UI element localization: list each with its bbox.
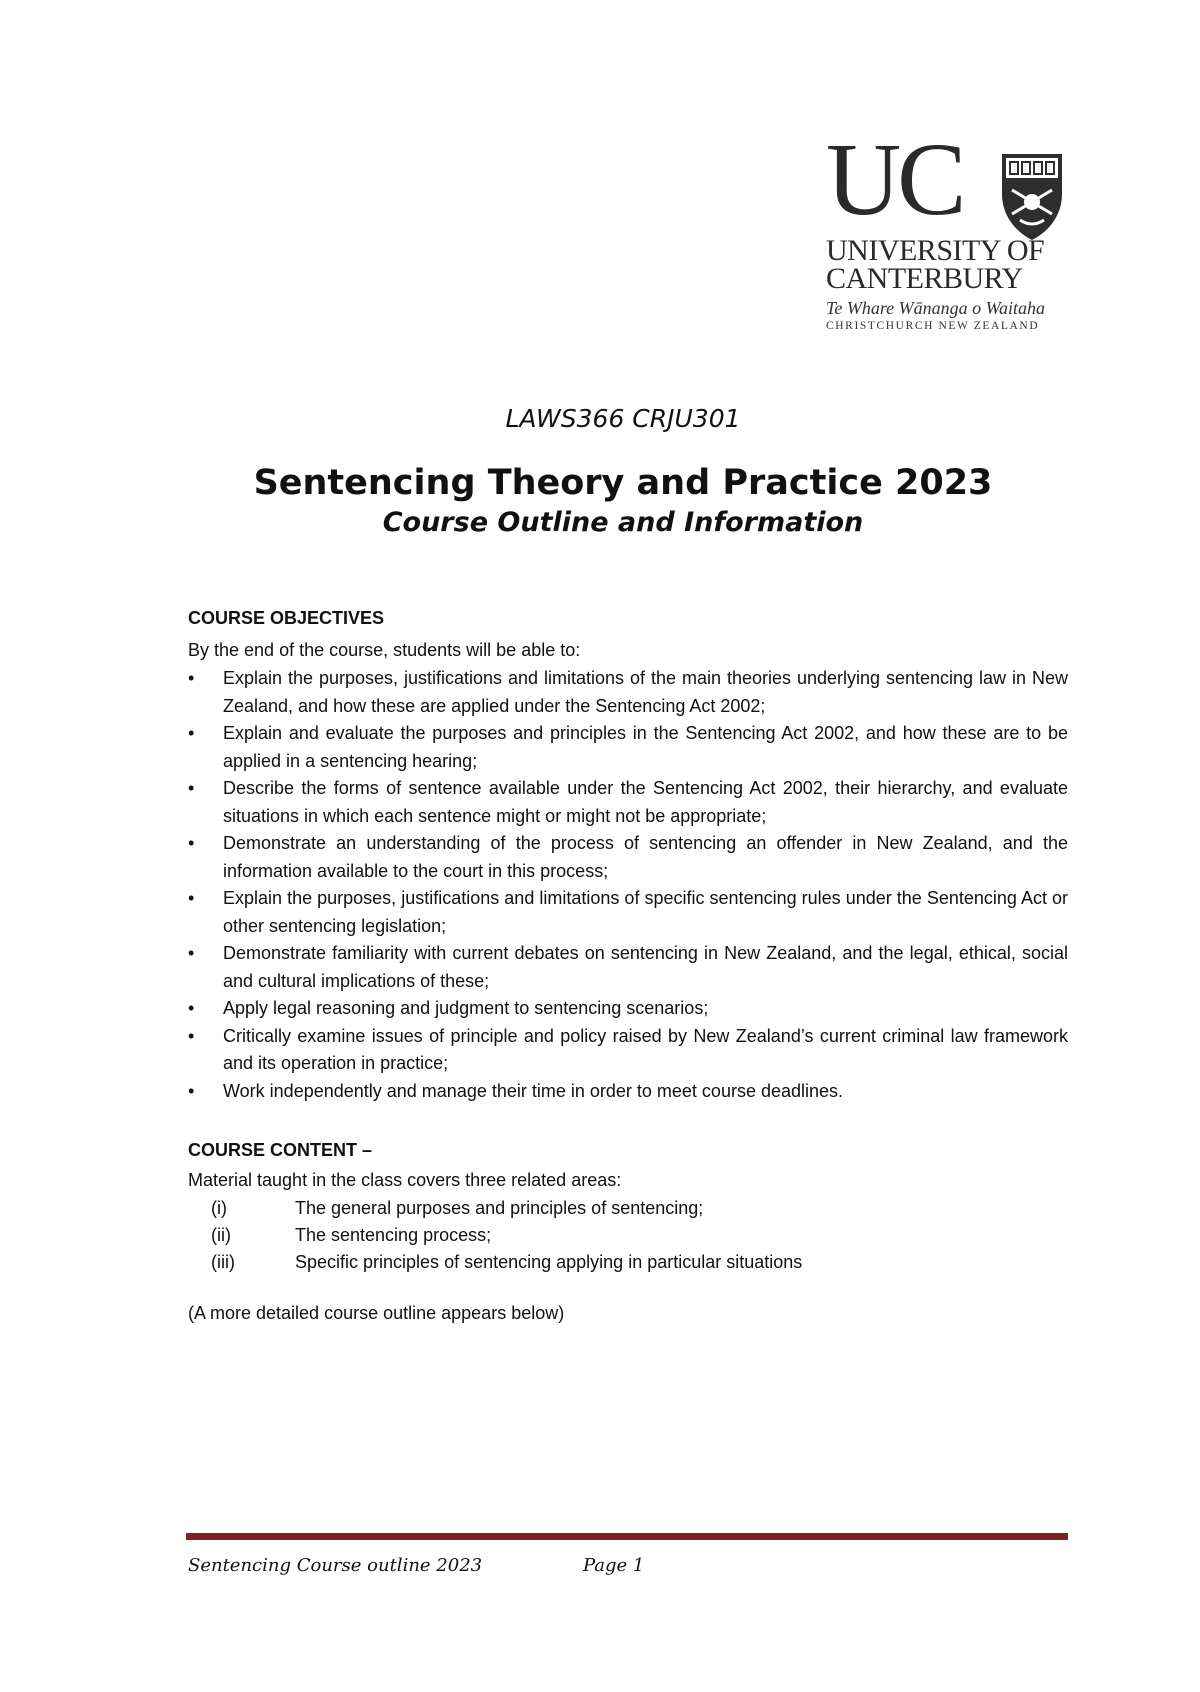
content-intro: Material taught in the class covers three related areas: (188, 1170, 622, 1190)
logo-line-canterbury: CANTERBURY (826, 262, 1023, 295)
crest-icon (826, 148, 1068, 248)
bullet-icon: • (188, 1080, 195, 1101)
list-item: • Explain the purposes, justifications and limitations of the main theories underlying sentencing law in New Zealand, and how these are applied under the Sentencing Act 2002; (188, 665, 1068, 720)
bullet-icon: • (188, 833, 195, 853)
footer-rule (186, 1533, 1068, 1540)
content-heading: COURSE CONTENT – (188, 1140, 373, 1160)
list-item: • Demonstrate an understanding of the process of sentencing an offender in New Zealand, and the information available to the court in this process; (188, 830, 1068, 885)
list-item: (ii) The sentencing process; (211, 1225, 492, 1245)
logo-letters: UC (826, 122, 963, 237)
objectives-heading: COURSE OBJECTIVES (188, 608, 385, 628)
bullet-icon: • (188, 943, 195, 963)
bullet-icon: • (188, 723, 195, 743)
bullet-icon: • (188, 668, 195, 688)
footer-page-number: Page 1 (583, 1555, 645, 1576)
bullet-icon: • (188, 998, 195, 1018)
list-item: (iii) Specific principles of sentencing applying in particular situations (211, 1252, 803, 1272)
content-list (211, 1195, 802, 1276)
list-item: • Describe the forms of sentence available under the Sentencing Act 2002, their hierarchy, and evaluate situations in which each sentence might or might not be appropriate; (188, 775, 1068, 830)
content-note: (A more detailed course outline appears below) (188, 1303, 565, 1323)
university-logo (826, 122, 1068, 338)
logo-line-location: CHRISTCHURCH NEW ZEALAND (826, 320, 1040, 332)
bullet-icon: • (188, 888, 195, 908)
bullet-icon: • (188, 1025, 195, 1046)
page-subtitle: Course Outline and Information (382, 507, 864, 538)
list-item: • Demonstrate familiarity with current debates on sentencing in New Zealand, and the legal, ethical, social and cultural implications of these; (188, 940, 1068, 995)
list-item: • Work independently and manage their time in order to meet course deadlines. (188, 1078, 1068, 1106)
course-code: LAWS366 CRJU301 (505, 404, 741, 433)
list-item: • Explain the purposes, justifications and limitations of specific sentencing rules under the Sentencing Act or other sentencing legislation; (188, 885, 1068, 940)
footer-doc-title: Sentencing Course outline 2023 (188, 1555, 483, 1576)
bullet-icon: • (188, 778, 195, 798)
list-item: • Apply legal reasoning and judgment to sentencing scenarios; (188, 995, 1068, 1023)
list-item: • Critically examine issues of principle and policy raised by New Zealand’s current criminal law framework and its operation in practice; (188, 1023, 1068, 1078)
objectives-list (188, 665, 1068, 1105)
logo-line-university-of: UNIVERSITY OF (826, 234, 1045, 267)
logo-line-maori-name: Te Whare Wānanga o Waitaha (826, 298, 1046, 318)
page-title: Sentencing Theory and Practice 2023 (253, 463, 993, 503)
list-item: (i) The general purposes and principles of sentencing; (211, 1198, 704, 1218)
objectives-intro: By the end of the course, students will be able to: (188, 640, 581, 660)
list-item: • Explain and evaluate the purposes and principles in the Sentencing Act 2002, and how these are to be applied in a sentencing hearing; (188, 720, 1068, 775)
